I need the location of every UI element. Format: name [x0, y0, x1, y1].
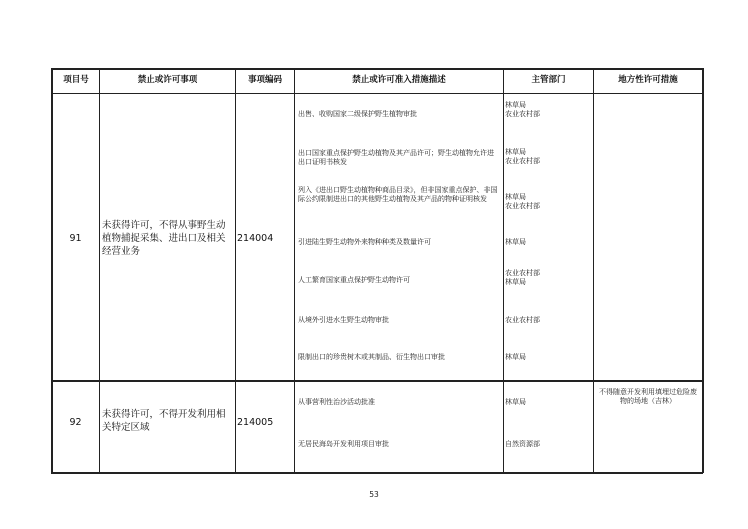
row-91-matter: 未获得许可，不得从事野生动植物捕捉采集、进出口及相关经营业务 [102, 220, 226, 257]
col-border-5 [593, 68, 594, 473]
row-91-dept-3: 林草局 农业农村部 [505, 193, 540, 210]
row-91-dept-5: 农业农村部 林草局 [505, 269, 540, 286]
col-border-right [702, 68, 704, 473]
row-91-dept-7: 林草局 [505, 353, 526, 361]
row-92-measure-2: 无居民海岛开发利用项目审批 [298, 440, 389, 448]
col-border-left [51, 68, 53, 473]
header-item-no: 项目号 [63, 75, 89, 85]
table-bottom-border [51, 472, 703, 474]
row-91-dept-6: 农业农村部 [505, 316, 540, 324]
row-92-dept-1: 林草局 [505, 398, 526, 406]
row-91-dept-1: 林草局 农业农村部 [505, 101, 540, 118]
row-92-local-measure: 不得随意开发利用填埋过危险废物的场地（吉林） [599, 388, 697, 405]
col-border-1 [99, 68, 100, 473]
table-top-border [51, 68, 703, 70]
row-91-code: 214004 [237, 233, 274, 244]
row-91-measure-1: 出售、收购国家二级保护野生植物审批 [298, 110, 417, 118]
row-91-measure-4: 引进陆生野生动物外来物种种类及数量许可 [298, 238, 431, 246]
row-91-measure-5: 人工繁育国家重点保护野生动物许可 [298, 276, 410, 284]
row-92-measure-1: 从事营利性治沙活动批准 [298, 398, 375, 406]
row-91-bottom-border [51, 380, 703, 382]
header-matter: 禁止或许可事项 [137, 75, 198, 85]
row-92-code: 214005 [237, 417, 274, 428]
col-border-3 [294, 68, 295, 473]
header-department: 主管部门 [531, 75, 566, 85]
row-92-matter: 未获得许可，不得开发利用相关特定区域 [102, 409, 226, 433]
header-measures: 禁止或许可准入措施描述 [352, 75, 446, 85]
row-91-measure-2: 出口国家重点保护野生动植物及其产品许可；野生动植物允许进出口证明书核发 [298, 149, 494, 166]
row-91-measure-6: 从境外引进水生野生动物审批 [298, 316, 389, 324]
page-number: 53 [369, 490, 379, 499]
row-91-dept-2: 林草局 农业农村部 [505, 148, 540, 165]
header-bottom-border [51, 93, 703, 94]
col-border-2 [235, 68, 236, 473]
header-local-measures: 地方性许可措施 [618, 75, 678, 85]
row-92-dept-2: 自然资源部 [505, 440, 540, 448]
col-border-4 [503, 68, 504, 473]
header-code: 事项编码 [247, 75, 282, 85]
row-91-measure-7: 限制出口的珍贵树木或其制品、衍生物出口审批 [298, 353, 445, 361]
row-91-dept-4: 林草局 [505, 238, 526, 246]
row-92-item-no: 92 [69, 417, 82, 428]
row-91-measure-3: 列入《进出口野生动植物种商品目录》，但非国家重点保护、非国际公约限制进出口的其他野生动植物及其产品的物种证明核发 [298, 186, 498, 203]
row-91-item-no: 91 [69, 233, 82, 244]
